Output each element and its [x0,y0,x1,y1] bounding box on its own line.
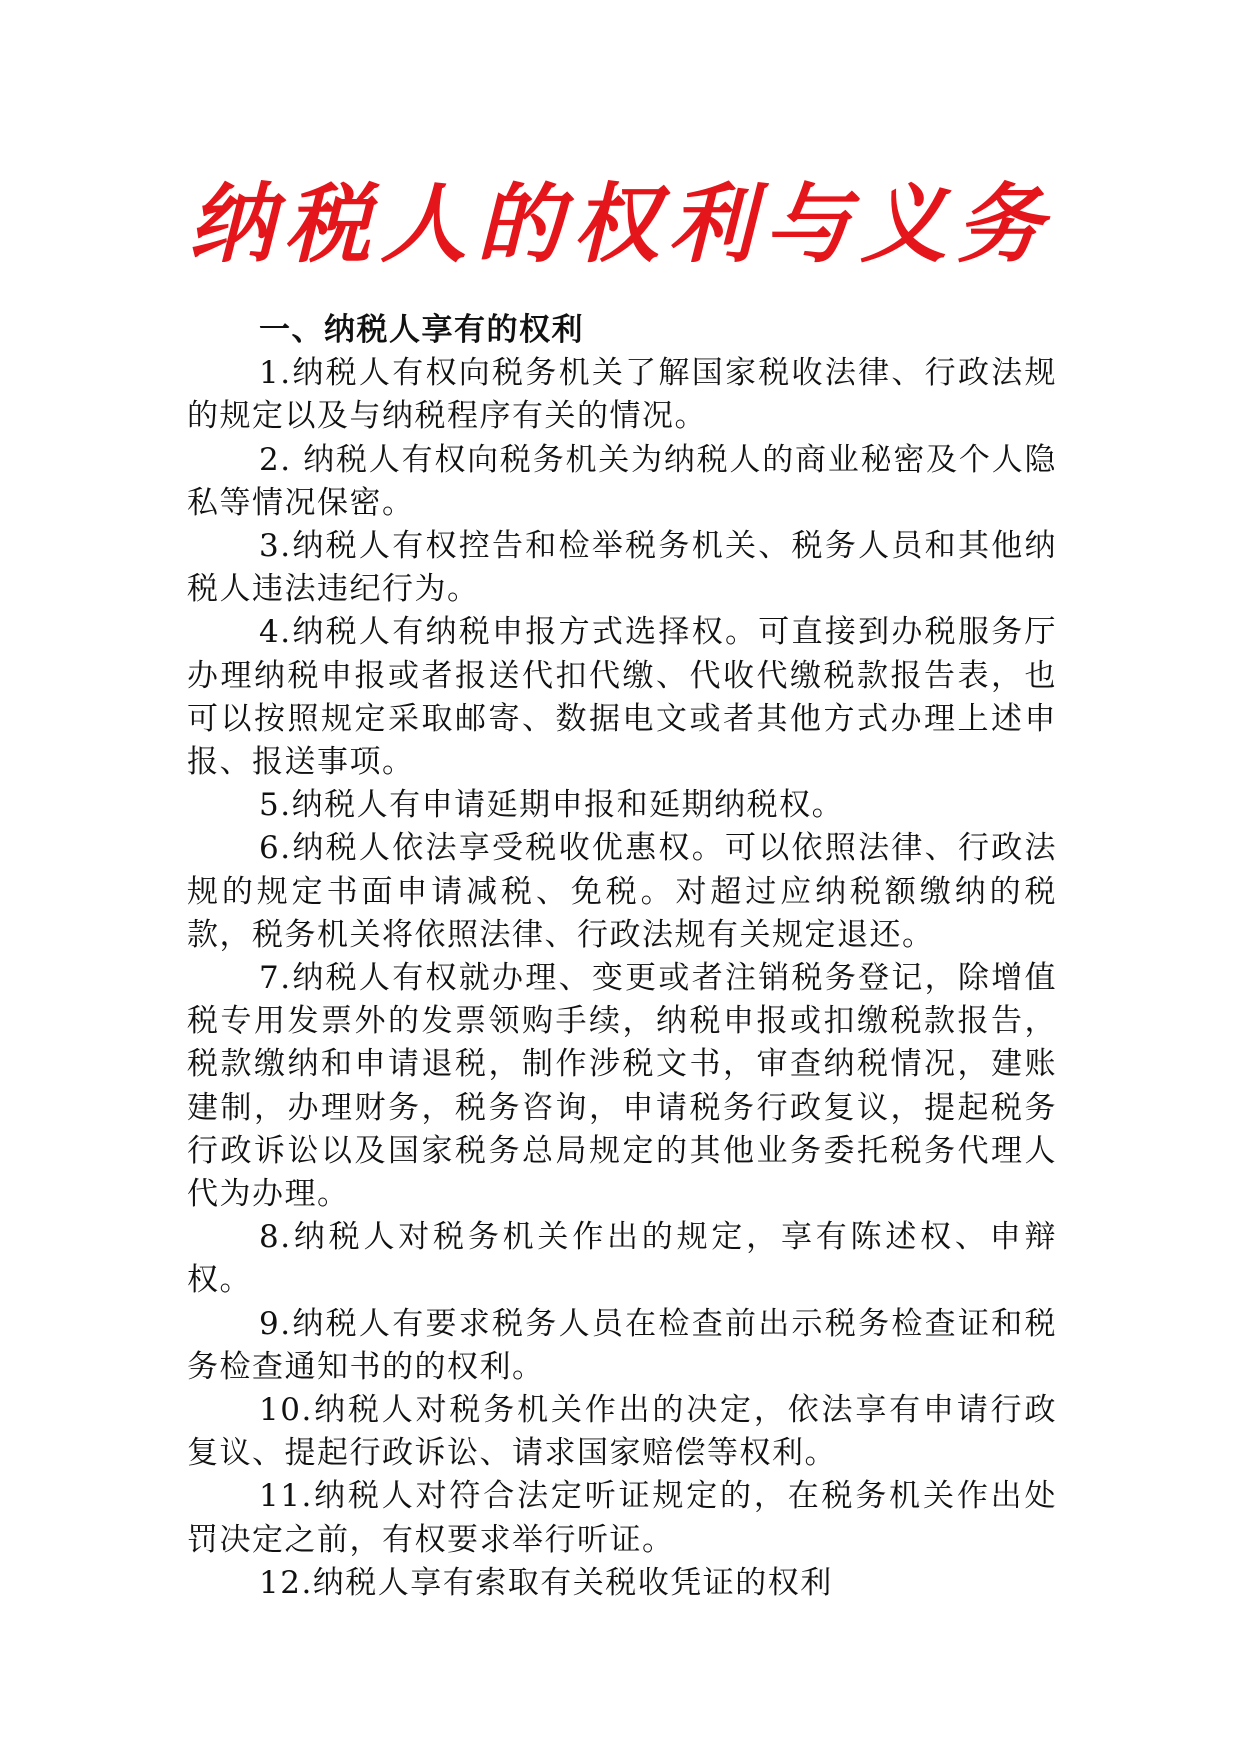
rights-item-6: 6.纳税人依法享受税收优惠权。可以依照法律、行政法规的规定书面申请减税、免税。对超过应纳税额缴纳的税款，税务机关将依照法律、行政法规有关规定退还。 [187,830,1057,953]
rights-item-10: 10.纳税人对税务机关作出的决定，依法享有申请行政复议、提起行政诉讼、请求国家赔偿等权利。 [187,1392,1057,1472]
rights-item-11: 11.纳税人对符合法定听证规定的，在税务机关作出处罚决定之前，有权要求举行听证。 [187,1478,1057,1558]
rights-item-12: 12.纳税人享有索取有关税收凭证的权利 [259,1564,833,1601]
rights-item-2: 2. 纳税人有权向税务机关为纳税人的商业秘密及个人隐私等情况保密。 [187,441,1057,521]
rights-item-5: 5.纳税人有申请延期申报和延期纳税权。 [259,787,845,824]
rights-item-4: 4.纳税人有纳税申报方式选择权。可直接到办税服务厅办理纳税申报或者报送代扣代缴、代收代缴税款报告表，也可以按照规定采取邮寄、数据电文或者其他方式办理上述申报、报送事项。 [187,614,1057,781]
rights-item-9: 9.纳税人有要求税务人员在检查前出示税务检查证和税务检查通知书的的权利。 [187,1305,1057,1385]
document-title: 纳税人的权利与义务 [188,174,1053,275]
rights-item-7: 7.纳税人有权就办理、变更或者注销税务登记，除增值税专用发票外的发票领购手续，纳税申报或扣缴税款报告，税款缴纳和申请退税，制作涉税文书，审查纳税情况，建账建制，办理财务，税务咨询，申请税务行政复议，提起税务行政诉讼以及国家税务总局规定的其他业务委托税务代理人代为办理。 [187,960,1057,1213]
rights-item-3: 3.纳税人有权控告和检举税务机关、税务人员和其他纳税人违法违纪行为。 [187,528,1057,608]
section-heading: 一、纳税人享有的权利 [259,312,584,348]
rights-item-8: 8.纳税人对税务机关作出的规定，享有陈述权、申辩权。 [187,1219,1057,1299]
rights-item-1: 1.纳税人有权向税务机关了解国家税收法律、行政法规的规定以及与纳税程序有关的情况。 [187,355,1057,435]
document-body [187,309,1057,1605]
